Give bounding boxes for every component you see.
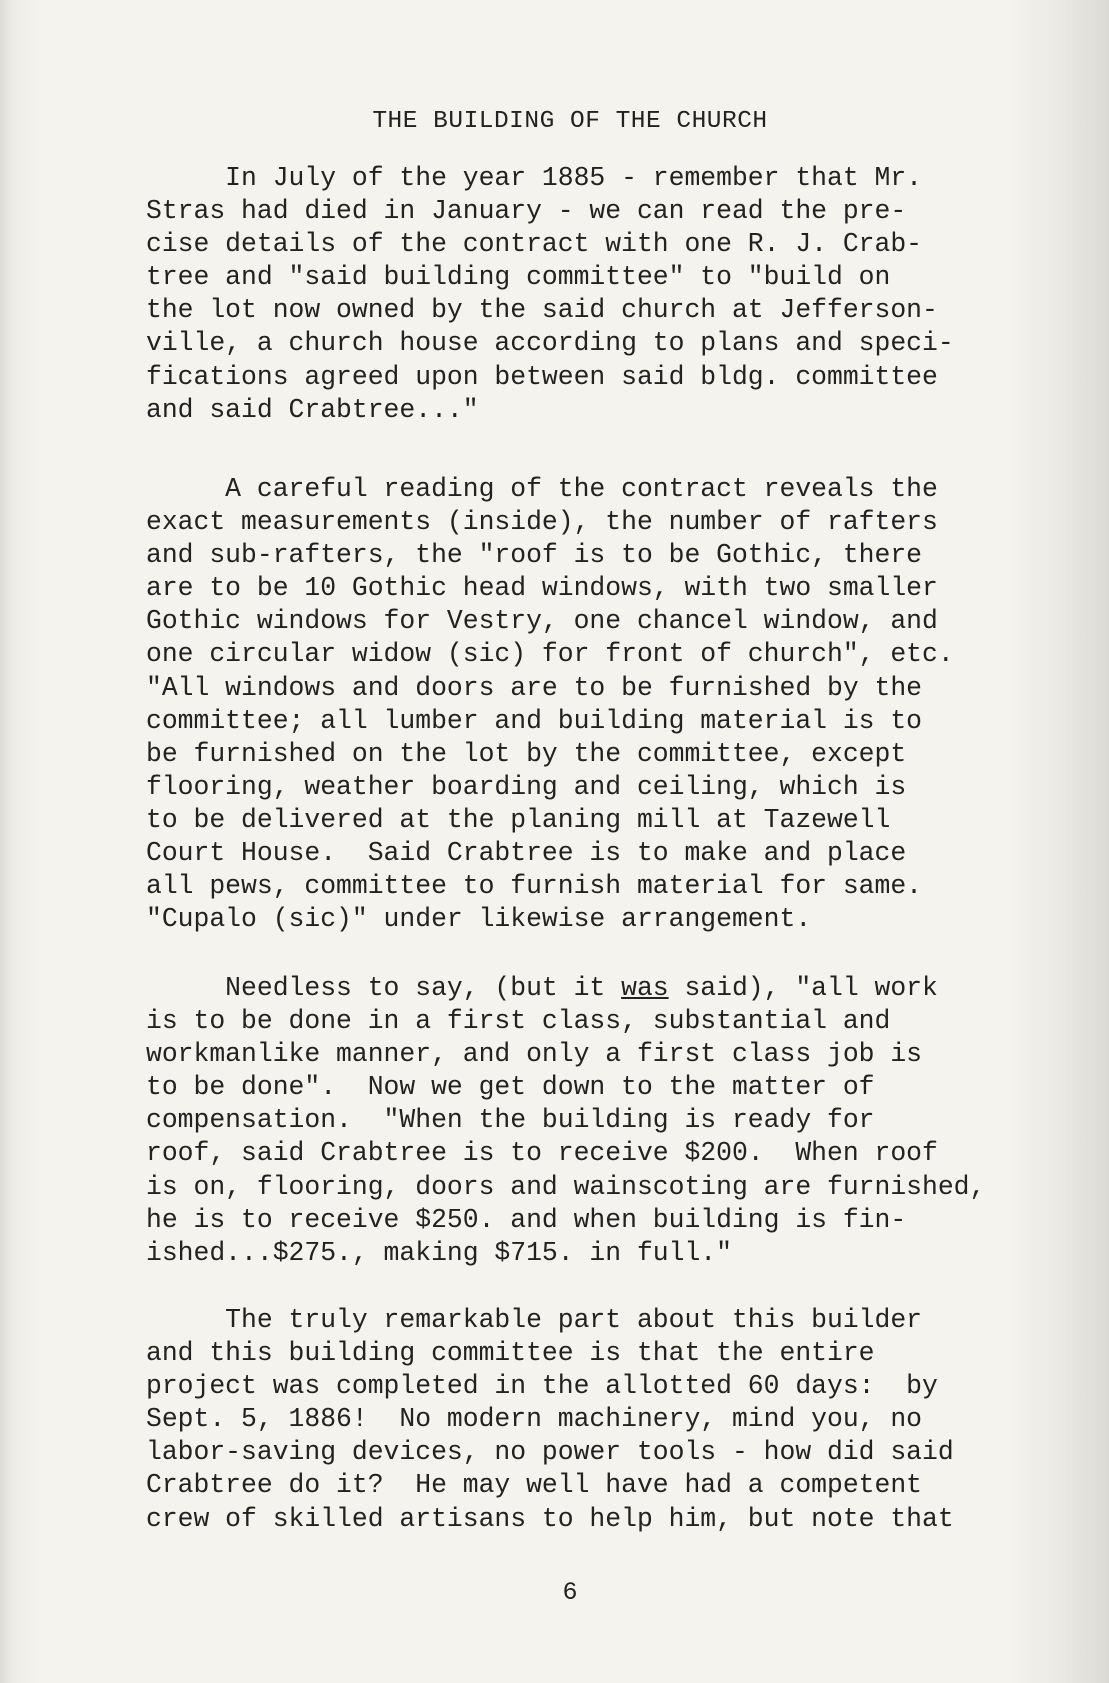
- text-segment: said), "all work: [668, 973, 938, 1003]
- page-number: 6: [562, 1578, 578, 1607]
- text-line: cise details of the contract with one R. J. Crab-: [146, 229, 923, 260]
- text-line: exact measurements (inside), the number of rafters: [146, 507, 938, 538]
- text-segment: Needless to say, (but it: [146, 973, 622, 1003]
- text-line: In July of the year 1885 - remember that Mr.: [146, 163, 923, 193]
- text-line: is to be done in a first class, substantial and: [146, 1006, 891, 1037]
- text-line: Crabtree do it? He may well have had a competent: [146, 1470, 923, 1501]
- text-line: labor-saving devices, no power tools - how did said: [146, 1437, 954, 1468]
- text-line: [146, 972, 1026, 1005]
- text-line: to be done". Now we get down to the matter of: [146, 1072, 875, 1103]
- paragraph-4: [146, 1304, 1026, 1536]
- text-line: roof, said Crabtree is to receive $200. When roof: [146, 1138, 938, 1169]
- text-line: ished...$275., making $715. in full.": [146, 1237, 732, 1268]
- text-line: Stras had died in January - we can read the pre-: [146, 196, 907, 227]
- text-line: "All windows and doors are to be furnished by the: [146, 672, 923, 703]
- text-line: he is to receive $250. and when building is fin-: [146, 1204, 907, 1235]
- text-line: Gothic windows for Vestry, one chancel window, and: [146, 606, 938, 637]
- text-line: committee; all lumber and building material is to: [146, 705, 923, 736]
- paragraph-1: [146, 162, 1026, 427]
- text-line: A careful reading of the contract reveals the: [146, 474, 938, 504]
- paragraph-2: [146, 473, 1026, 936]
- text-line: and sub-rafters, the "roof is to be Gothic, there: [146, 540, 923, 571]
- text-line: Sept. 5, 1886! No modern machinery, mind you, no: [146, 1404, 923, 1435]
- text-line: the lot now owned by the said church at Jefferson-: [146, 295, 938, 326]
- text-line: is on, flooring, doors and wainscoting are furnished,: [146, 1171, 986, 1202]
- page-title: THE BUILDING OF THE CHURCH: [372, 108, 768, 135]
- text-line: one circular widow (sic) for front of church", etc.: [146, 639, 954, 670]
- text-line: The truly remarkable part about this builder: [146, 1305, 923, 1335]
- text-line: "Cupalo (sic)" under likewise arrangement.: [146, 904, 812, 935]
- text-line: ville, a church house according to plans and speci-: [146, 328, 954, 359]
- text-line: flooring, weather boarding and ceiling, which is: [146, 771, 907, 802]
- text-line: workmanlike manner, and only a first class job is: [146, 1039, 923, 1070]
- text-line: project was completed in the allotted 60 days: by: [146, 1371, 938, 1402]
- text-line: be furnished on the lot by the committee, except: [146, 738, 907, 769]
- text-line: all pews, committee to furnish material for same.: [146, 871, 923, 902]
- text-line: and said Crabtree...": [146, 394, 479, 425]
- paragraph-3: [146, 972, 1026, 1270]
- text-line: Court House. Said Crabtree is to make and place: [146, 838, 907, 869]
- underlined-word: was: [621, 973, 669, 1003]
- text-line: to be delivered at the planing mill at Tazewell: [146, 804, 891, 835]
- text-line: are to be 10 Gothic head windows, with two smaller: [146, 573, 938, 604]
- text-line: tree and "said building committee" to "build on: [146, 262, 891, 293]
- text-line: crew of skilled artisans to help him, but note that: [146, 1503, 954, 1534]
- text-line: and this building committee is that the entire: [146, 1338, 875, 1369]
- text-line: compensation. "When the building is ready for: [146, 1105, 875, 1136]
- text-line: fications agreed upon between said bldg. committee: [146, 361, 938, 392]
